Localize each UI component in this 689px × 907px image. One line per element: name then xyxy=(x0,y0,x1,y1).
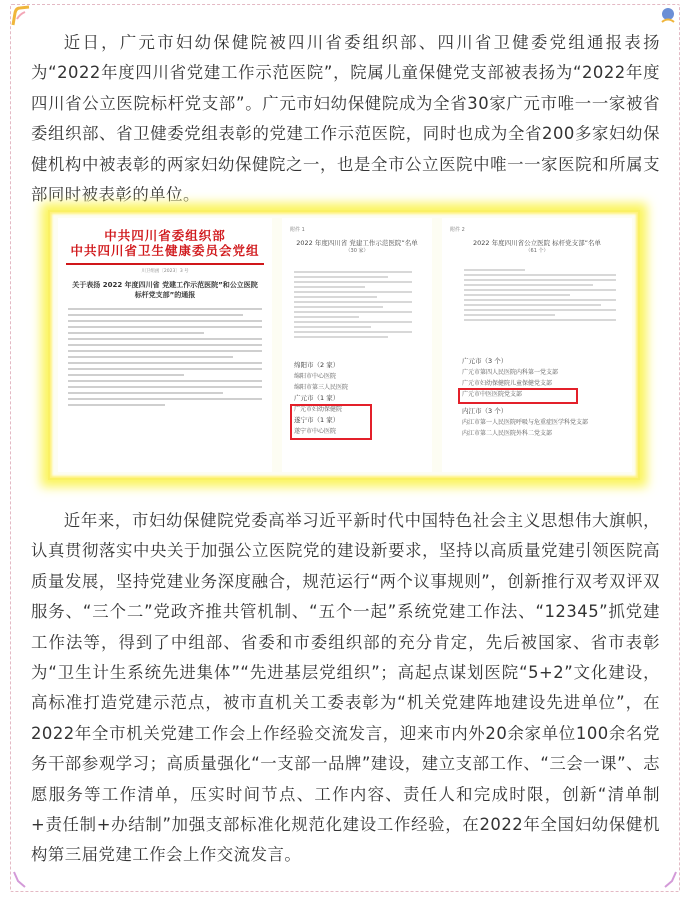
list-unit: 广元市中医医院党支部 xyxy=(462,391,523,398)
red-divider xyxy=(66,263,264,265)
city-heading: 绵阳市（2 家） xyxy=(294,361,340,369)
attachment-label: 附件 1 xyxy=(290,227,305,233)
list-unit: 绵阳市中心医院 xyxy=(294,373,337,380)
notice-image xyxy=(48,210,640,480)
letter-doc-number: 川卫组函〔2023〕3 号 xyxy=(141,269,189,274)
city-heading: 遂宁市（1 家） xyxy=(294,416,340,424)
city-heading: 广元市（3 个） xyxy=(462,357,508,365)
corner-decoration-icon xyxy=(11,869,33,891)
list-unit: 广元市妇幼保健院儿童保健党支部 xyxy=(462,380,553,387)
list-body-text xyxy=(464,266,616,324)
list-unit: 广元市第四人民医院内科第一党支部 xyxy=(462,369,559,376)
corner-decoration-icon xyxy=(657,5,679,27)
list-count: （30 家） xyxy=(345,248,369,254)
list-count: （61 个） xyxy=(525,248,549,254)
corner-decoration-icon xyxy=(11,5,33,27)
city-heading: 广元市（1 家） xyxy=(294,394,340,402)
attachment-label: 附件 2 xyxy=(450,227,465,233)
article-paragraph-2: 近年来，市妇幼保健院党委高举习近平新时代中国特色社会主义思想伟大旗帜，认真贯彻落实中央关于加强公立医院党的建设新要求，坚持以高质量党建引领医院高质量发展，坚持党建业务深度融合，规范运行“两个议事规则”，创新推行双考双评双服务、“三个二”党政齐推共管机制、“五个一起”系统党建工作法、“12345”抓党建工作法等，得到了中组部、省委和市委组织部的充分肯定，先后被国家、省市表彰为“卫生计生系统先进集体”“先进基层党组织”；高起点谋划医院“5+2”文化建设，高标准打造党建示范点，被市直机关工委表彰为“机关党建阵地建设先进单位”，在2022年全市机关党建工作会上作经验交流发言，迎来市内外20余家单位100余名党务干部参观学习；高质量强化“一支部一品牌”建设，建立支部工作、“三会一课”、志愿服务等工作清单，压实时间节点、工作内容、责任人和完成时限，创新“清单制+责任制+办结制”加强支部标准化规范化建设工作经验，在2022年全国妇幼保健机构第三届党建工作会上作交流发言。 xyxy=(31,511,660,865)
highlight-box xyxy=(458,388,578,404)
notice-letter-page xyxy=(58,218,272,472)
list-unit: 遂宁市中心医院 xyxy=(294,428,337,435)
list-title: 2022 年度四川省公立医院 标杆党支部”名单 xyxy=(472,239,602,247)
article-paragraph-1: 近日，广元市妇幼保健院被四川省委组织部、四川省卫健委党组通报表扬为“2022年度四川省党建工作示范医院”，院属儿童保健党支部被表扬为“2022年度四川省公立医院标杆党支部”。广元市妇幼保健院成为全省30家广元市唯一一家被省委组织部、省卫健委党组表彰的党建工作示范医院，同时也成为全省200多家妇幼保健机构中被表彰的两家妇幼保健院之一，也是全市公立医院中唯一一家医院和所属支部同时被表彰的单位。 xyxy=(31,33,660,205)
list-body-text xyxy=(294,268,412,341)
letter-body-text xyxy=(68,308,262,406)
letter-title: 关于表扬 2022 年度四川省 党建工作示范医院”和公立医院 标杆党支部”的通报 xyxy=(72,281,258,299)
list-unit: 内江市第二人民医院外科二党支部 xyxy=(462,430,553,437)
branch-list-page xyxy=(442,218,632,472)
highlight-box xyxy=(290,404,372,440)
list-unit: 绵阳市第三人民医院 xyxy=(294,384,349,391)
list-title: 2022 年度四川省 党建工作示范医院”名单 xyxy=(296,239,418,247)
list-unit: 内江市第一人民医院呼吸与危重症医学科党支部 xyxy=(462,419,589,426)
letter-header-1: 中共四川省委组织部 xyxy=(104,228,226,243)
letter-header-2: 中共四川省卫生健康委员会党组 xyxy=(70,243,260,258)
list-unit: 广元市妇幼保健院 xyxy=(294,406,343,413)
corner-decoration-icon xyxy=(657,869,679,891)
city-heading: 内江市（3 个） xyxy=(462,407,508,415)
hospital-list-page xyxy=(282,218,432,472)
